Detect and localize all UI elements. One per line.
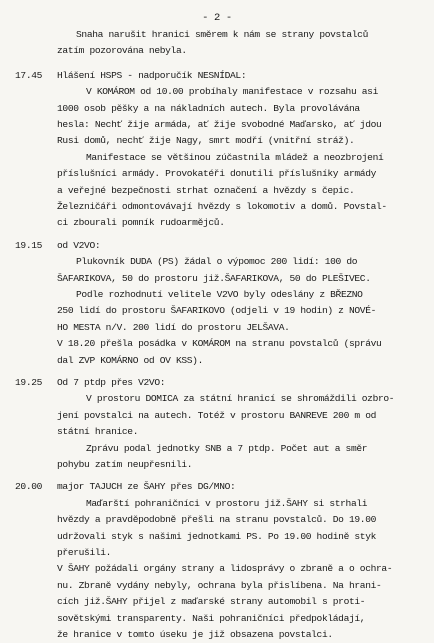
text-line: Od 7 ptdp přes V2VO:	[57, 377, 166, 388]
text-line: státní hranice.	[57, 426, 139, 438]
page-number: - 2 -	[202, 12, 232, 24]
time-stamp: 20.00	[15, 481, 43, 493]
text-line: jení povstalci na autech. Totéž v prostoru BANREVE 200 m od	[57, 409, 377, 421]
text-line: Podle rozhodnutí velitele V2VO byly odeslány z BŘEZNO	[76, 289, 363, 300]
text-line: dal ZVP KOMÁRNO od OV KSS).	[57, 354, 203, 366]
text-line: V KOMÁROM od 10.00 probíhaly manifestace v rozsahu asi	[86, 86, 378, 98]
text-line: že hranice v tomto úseku je již obsazena povstalci.	[57, 629, 333, 640]
text-line: udržovali styk s našimi jednotkami PS. Po 19.00 hodině styk	[57, 530, 377, 542]
text-line: ci zbourali pomník rudoarmějců.	[57, 217, 225, 229]
text-line: major TAJUCH ze ŠAHY přes DG/MNO:	[57, 481, 236, 493]
time-stamp: 19.25	[15, 377, 43, 388]
text-line: 1000 osob pěšky a na nákladních autech. Byla provolávána	[57, 102, 360, 114]
text-line: Manifestace se většinou zúčastnila mládež a neozbrojení	[86, 151, 384, 163]
text-line: od V2VO:	[57, 239, 101, 251]
text-line: Plukovník DUDA (PS) žádal o výpomoc 200 lidí: 100 do	[76, 256, 358, 268]
time-stamp: 19.15	[15, 239, 43, 251]
text-line: HO MESTA n/V. 200 lidí do prostoru JELŠAVA.	[57, 321, 290, 333]
text-line: přerušili.	[57, 547, 112, 558]
text-line: 250 lidí do prostoru ŠAFARIKOVO (odjeli v 19 hodin) z NOVÉ-	[57, 305, 377, 317]
time-stamp: 17.45	[15, 69, 43, 81]
text-line: Železničáři odmontovávají hvězdy s lokomotiv a domů. Povstal-	[57, 201, 387, 212]
text-line: Hlášení HSPS - nadporučík NESNÍDAL:	[57, 69, 247, 81]
text-line: zatím pozorována nebyla.	[57, 45, 187, 57]
text-line: hesla: Nechť žije armáda, ať žije svobodné Maďarsko, ať jdou	[57, 119, 382, 130]
text-line: V 18.20 přešla posádka v KOMÁROM na stranu povstalců (správu	[57, 338, 382, 350]
text-line: Zprávu podal jednotky SNB a 7 ptdp. Počet aut a směr	[86, 442, 368, 454]
text-line: příslušníci armády. Provokatéři donutili příslušníky armády	[57, 168, 377, 180]
text-line: hvězdy a pravděpodobně přešli na stranu povstalců. Do 19.00	[57, 514, 377, 526]
text-line: Maďarští pohraničníci v prostoru již.ŠAHY si strhali	[86, 497, 368, 509]
text-line: V prostoru DOMICA za státní hranicí se shromáždili ozbro-	[86, 393, 395, 405]
text-line: sovětskými transparenty. Naši pohraničníci předpokládají,	[57, 612, 366, 624]
text-line: nu. Zbraně vydány nebyly, ochrana byla přislíbena. Na hrani-	[57, 579, 382, 591]
text-line: Snaha narušit hranici směrem k nám se strany povstalců	[76, 29, 368, 40]
text-line: Rusi domů, nechť žije Nagy, smrt modří (vnitřní stráž).	[57, 135, 355, 147]
text-line: V ŠAHY požádali orgány strany a lidosprávy o zbraně a o ochra-	[57, 563, 393, 575]
text-line: ŠAFARIKOVA, 50 do prostoru již.ŠAFARIKOVA, 50 do PLEŠIVEC.	[57, 272, 371, 284]
text-line: a veřejné bezpečnosti strhat označení a hvězdy s čepic.	[57, 184, 355, 196]
text-line: pohybu zatím neupřesnili.	[57, 459, 193, 470]
text-line: cích již.ŠAHY přijel z maďarské strany automobil s proti-	[57, 596, 366, 608]
